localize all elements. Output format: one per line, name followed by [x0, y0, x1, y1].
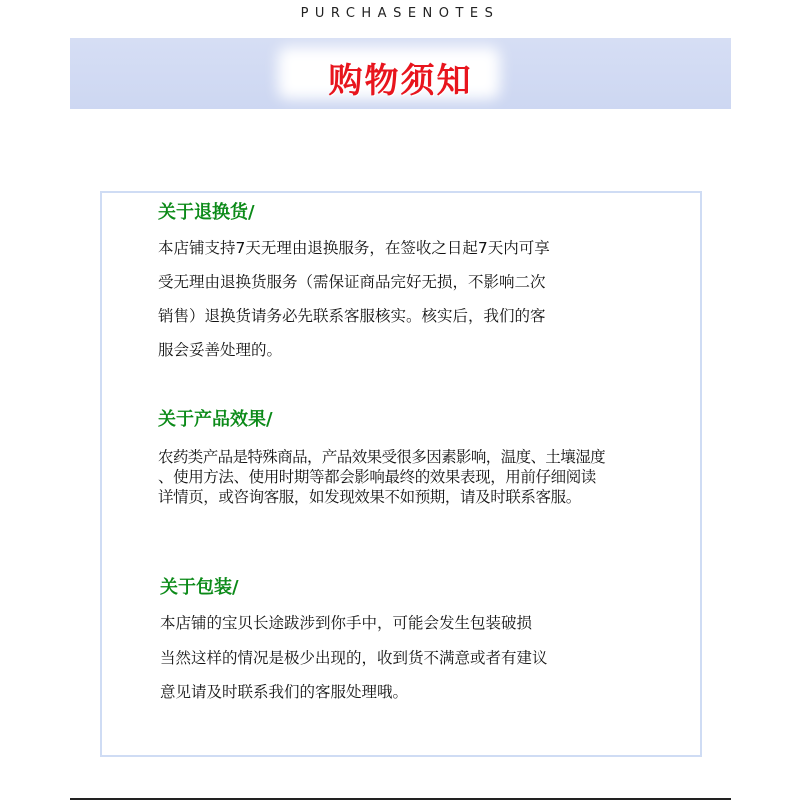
page-title: 购物须知 — [328, 61, 473, 101]
section-packaging-line: 意见请及时联系我们的客服处理哦。 — [160, 683, 409, 701]
section-heading-packaging: 关于包装/ — [160, 577, 239, 598]
section-heading-returns: 关于退换货/ — [158, 202, 255, 223]
section-effect-line: 农药类产品是特殊商品，产品效果受很多因素影响，温度、土壤湿度 — [158, 448, 606, 466]
section-packaging-line: 当然这样的情况是极少出现的，收到货不满意或者有建议 — [160, 649, 548, 667]
section-returns-line: 本店铺支持7天无理由退换服务，在签收之日起7天内可享 — [158, 239, 550, 257]
header-subtitle: PURCHASENOTES — [300, 6, 500, 21]
section-effect-line: 、使用方法、使用时期等都会影响最终的效果表现，用前仔细阅读 — [158, 468, 596, 486]
section-returns-line: 销售）退换货请务必先联系客服核实。核实后，我们的客 — [158, 307, 546, 325]
section-heading-product-effect: 关于产品效果/ — [158, 409, 273, 430]
section-returns-line: 服会妥善处理的。 — [158, 341, 283, 359]
section-returns-line: 受无理由退换货服务（需保证商品完好无损，不影响二次 — [158, 273, 546, 291]
section-effect-line: 详情页，或咨询客服，如发现效果不如预期，请及时联系客服。 — [158, 488, 581, 506]
title-banner — [70, 38, 731, 109]
section-packaging-line: 本店铺的宝贝长途跋涉到你手中，可能会发生包装破损 — [160, 614, 533, 632]
